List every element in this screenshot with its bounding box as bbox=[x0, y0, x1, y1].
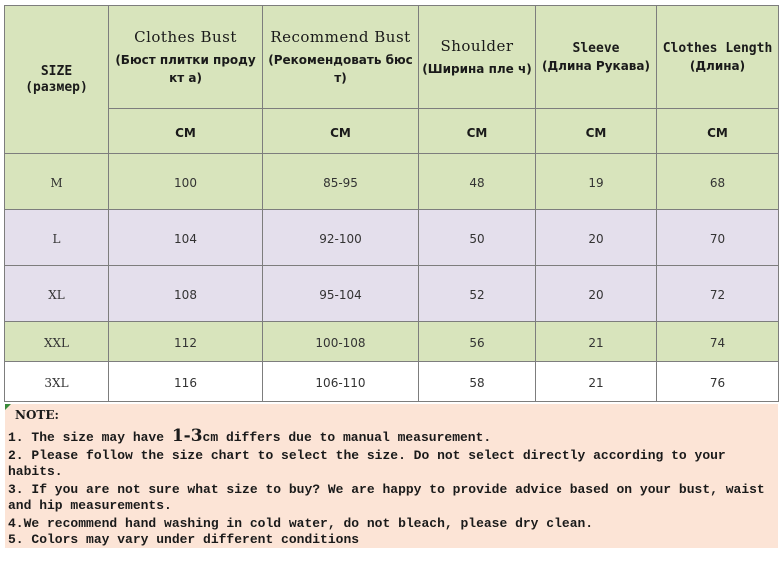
unit-cell: CM bbox=[536, 109, 657, 154]
shoulder-cell: 52 bbox=[419, 266, 536, 322]
note-line-1: 1. The size may have 1-3cm differs due to manual measurement. bbox=[8, 426, 492, 446]
length-cell: 68 bbox=[657, 154, 779, 210]
sleeve-cell: 21 bbox=[536, 362, 657, 402]
size-cell: M bbox=[5, 154, 109, 210]
shoulder-cell: 58 bbox=[419, 362, 536, 402]
length-cell: 74 bbox=[657, 322, 779, 362]
header-shoulder-en: Shoulder bbox=[440, 37, 514, 55]
note-range: 1-3 bbox=[171, 426, 203, 446]
recommend-cell: 92-100 bbox=[263, 210, 419, 266]
note-line-3: 3. If you are not sure what size to buy? We are happy to provide advice based on your bust, waist and hip measurements. bbox=[8, 481, 765, 513]
corner-marker bbox=[5, 404, 11, 410]
header-sleeve-ru: (Длина Рукава) bbox=[542, 58, 650, 73]
header-bust-ru: (Бюст плитки продукт а) bbox=[115, 53, 256, 85]
header-length-ru: (Длина) bbox=[689, 58, 746, 73]
unit-cell: CM bbox=[263, 109, 419, 154]
recommend-cell: 95-104 bbox=[263, 266, 419, 322]
sleeve-cell: 20 bbox=[536, 210, 657, 266]
sleeve-cell: 21 bbox=[536, 322, 657, 362]
header-size-ru: (размер) bbox=[25, 79, 88, 95]
header-row bbox=[5, 6, 779, 109]
shoulder-cell: 56 bbox=[419, 322, 536, 362]
recommend-cell: 85-95 bbox=[263, 154, 419, 210]
note-line-2: 2. Please follow the size chart to select the size. Do not select directly according to your habits. bbox=[8, 447, 726, 479]
bust-cell: 100 bbox=[109, 154, 263, 210]
header-sleeve-en: Sleeve bbox=[572, 40, 620, 56]
table-row bbox=[5, 154, 779, 210]
size-chart-table bbox=[4, 5, 779, 402]
header-bust-en: Clothes Bust bbox=[134, 28, 237, 46]
header-shoulder-ru: (Ширина пле ч) bbox=[422, 62, 532, 76]
header-recommend-ru: (Рекомендовать бюс т) bbox=[268, 53, 413, 85]
note-line-5: 5. Colors may vary under different conditions bbox=[8, 532, 360, 547]
unit-cell: CM bbox=[657, 109, 779, 154]
length-cell: 72 bbox=[657, 266, 779, 322]
bust-cell: 112 bbox=[109, 322, 263, 362]
header-length-en: Clothes Length bbox=[662, 40, 773, 56]
bust-cell: 104 bbox=[109, 210, 263, 266]
size-cell: XL bbox=[5, 266, 109, 322]
note-title: NOTE: bbox=[15, 408, 59, 422]
table-row bbox=[5, 362, 779, 402]
header-shoulder bbox=[419, 6, 536, 109]
size-cell: XXL bbox=[5, 322, 109, 362]
size-cell: L bbox=[5, 210, 109, 266]
table-row bbox=[5, 210, 779, 266]
header-bust bbox=[109, 6, 263, 109]
sleeve-cell: 20 bbox=[536, 266, 657, 322]
sleeve-cell: 19 bbox=[536, 154, 657, 210]
header-recommend-en: Recommend Bust bbox=[270, 28, 411, 46]
unit-cell: CM bbox=[109, 109, 263, 154]
bust-cell: 116 bbox=[109, 362, 263, 402]
length-cell: 70 bbox=[657, 210, 779, 266]
recommend-cell: 106-110 bbox=[263, 362, 419, 402]
header-size-en: SIZE bbox=[40, 63, 73, 79]
size-cell: 3XL bbox=[5, 362, 109, 402]
table-row bbox=[5, 322, 779, 362]
shoulder-cell: 48 bbox=[419, 154, 536, 210]
note-list bbox=[8, 428, 768, 549]
note-box bbox=[5, 404, 778, 548]
table-row bbox=[5, 266, 779, 322]
recommend-cell: 100-108 bbox=[263, 322, 419, 362]
header-recommend bbox=[263, 6, 419, 109]
header-sleeve bbox=[536, 6, 657, 109]
bust-cell: 108 bbox=[109, 266, 263, 322]
length-cell: 76 bbox=[657, 362, 779, 402]
unit-cell: CM bbox=[419, 109, 536, 154]
header-length bbox=[657, 6, 779, 109]
header-size bbox=[5, 6, 109, 154]
shoulder-cell: 50 bbox=[419, 210, 536, 266]
unit-row bbox=[5, 109, 779, 154]
note-line-4: 4.We recommend hand washing in cold water, do not bleach, please dry clean. bbox=[8, 515, 594, 531]
